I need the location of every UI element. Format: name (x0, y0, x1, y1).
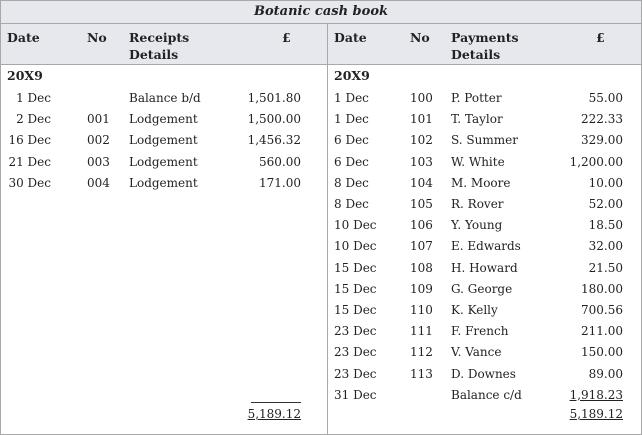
payment-row-details: H. Howard (451, 260, 518, 275)
payments-total: 5,189.12 (569, 407, 623, 421)
payment-row-date: 31 Dec (334, 387, 377, 402)
receipt-row-amount: 560.00 (259, 154, 301, 169)
payment-row-date: 1 Dec (334, 112, 369, 127)
payment-row-date: 1 Dec (334, 91, 369, 105)
payment-row-details: S. Summer (451, 133, 518, 148)
receipts-year: 20X9 (7, 68, 43, 83)
payments-year: 20X9 (334, 68, 370, 83)
payments-amount-header: £ (596, 30, 605, 45)
payments-details-subheader: Details (451, 47, 501, 62)
payment-row-no: 104 (410, 175, 433, 190)
receipt-row-amount: 171.00 (259, 175, 301, 190)
payment-row-amount: 10.00 (588, 175, 623, 190)
payment-row-date: 15 Dec (334, 303, 377, 317)
column-header-bar (1, 24, 641, 65)
receipt-row-date: 1 Dec (16, 91, 51, 105)
payment-row-details: V. Vance (451, 345, 502, 360)
payment-row-amount: 32.00 (588, 239, 623, 254)
payment-row-date: 15 Dec (334, 281, 377, 296)
payment-row-date: 10 Dec (334, 218, 377, 233)
payment-row-amount: 329.00 (581, 133, 623, 148)
payment-row-details: D. Downes (451, 366, 516, 381)
payment-row-date: 8 Dec (334, 175, 369, 190)
payment-row-no: 101 (410, 112, 433, 127)
payment-row-no: 112 (410, 345, 433, 360)
receipt-row-amount: 1,456.32 (247, 133, 301, 148)
payment-row-no: 108 (410, 260, 433, 275)
payments-details-header: Payments (451, 30, 519, 45)
payment-row-details: Balance c/d (451, 387, 522, 402)
payments-no-header: No (410, 30, 430, 45)
receipt-row-date: 2 Dec (16, 112, 51, 127)
receipt-row-date: 30 Dec (8, 175, 51, 190)
payment-row-date: 15 Dec (334, 260, 377, 275)
receipts-details-subheader: Details (129, 47, 179, 62)
payment-row-details: F. French (451, 324, 509, 339)
receipt-row-date: 21 Dec (8, 154, 51, 169)
payment-row-amount: 700.56 (581, 303, 623, 317)
payment-row-details: E. Edwards (451, 239, 521, 254)
receipt-row-details: Lodgement (129, 154, 198, 169)
payment-row-amount: 222.33 (581, 112, 623, 127)
payment-row-no: 107 (410, 239, 433, 254)
payment-row-amount: 211.00 (581, 324, 623, 339)
receipt-row-details: Lodgement (129, 112, 198, 127)
payment-row-details: R. Rover (451, 197, 504, 211)
payment-row-date: 23 Dec (334, 324, 377, 339)
payment-row-date: 23 Dec (334, 366, 377, 381)
payment-row-no: 106 (410, 218, 433, 233)
payment-row-details: W. White (451, 154, 505, 169)
receipt-row-no: 001 (87, 112, 110, 127)
payment-row-details: G. George (451, 281, 513, 296)
payment-row-amount: 1,200.00 (569, 154, 623, 169)
receipts-no-header: No (87, 30, 107, 45)
receipts-total: 5,189.12 (247, 407, 301, 421)
receipt-row-no: 002 (87, 133, 110, 148)
payment-row-amount: 18.50 (588, 218, 623, 233)
receipts-amount-header: £ (282, 30, 291, 45)
column-divider (327, 24, 328, 434)
receipt-row-no: 003 (87, 154, 110, 169)
payment-row-details: P. Potter (451, 91, 502, 105)
receipt-row-details: Lodgement (129, 175, 198, 190)
payment-row-no: 105 (410, 197, 433, 211)
receipt-row-details: Balance b/d (129, 91, 201, 105)
receipt-row-amount: 1,501.80 (247, 91, 301, 105)
payment-row-amount: 21.50 (588, 260, 623, 275)
receipts-details-header: Receipts (129, 30, 190, 45)
receipts-total-rule (251, 402, 301, 403)
payment-row-amount: 52.00 (588, 197, 623, 211)
receipt-row-details: Lodgement (129, 133, 198, 148)
payment-row-no: 102 (410, 133, 433, 148)
payment-row-no: 110 (410, 303, 433, 317)
payment-row-date: 10 Dec (334, 239, 377, 254)
receipt-row-no: 004 (87, 175, 110, 190)
payment-row-amount: 89.00 (588, 366, 623, 381)
payment-row-details: Y. Young (451, 218, 503, 233)
payment-row-no: 111 (410, 324, 433, 339)
payment-row-amount: 150.00 (581, 345, 623, 360)
payment-row-details: K. Kelly (451, 303, 498, 317)
payment-row-details: T. Taylor (451, 112, 503, 127)
payment-row-no: 103 (410, 154, 433, 169)
payment-row-date: 6 Dec (334, 154, 369, 169)
payment-row-no: 109 (410, 281, 433, 296)
payment-row-date: 23 Dec (334, 345, 377, 360)
payment-row-details: M. Moore (451, 175, 511, 190)
receipt-row-amount: 1,500.00 (247, 112, 301, 127)
cash-book-title: Botanic cash book (1, 1, 641, 24)
payment-row-no: 100 (410, 91, 433, 105)
payment-row-amount: 1,918.23 (569, 387, 623, 402)
payment-row-no: 113 (410, 366, 433, 381)
receipt-row-date: 16 Dec (8, 133, 51, 148)
receipts-date-header: Date (7, 30, 40, 45)
payments-date-header: Date (334, 30, 367, 45)
payment-row-amount: 180.00 (581, 281, 623, 296)
payment-row-date: 8 Dec (334, 197, 369, 211)
payment-row-date: 6 Dec (334, 133, 369, 148)
payment-row-amount: 55.00 (588, 91, 623, 105)
